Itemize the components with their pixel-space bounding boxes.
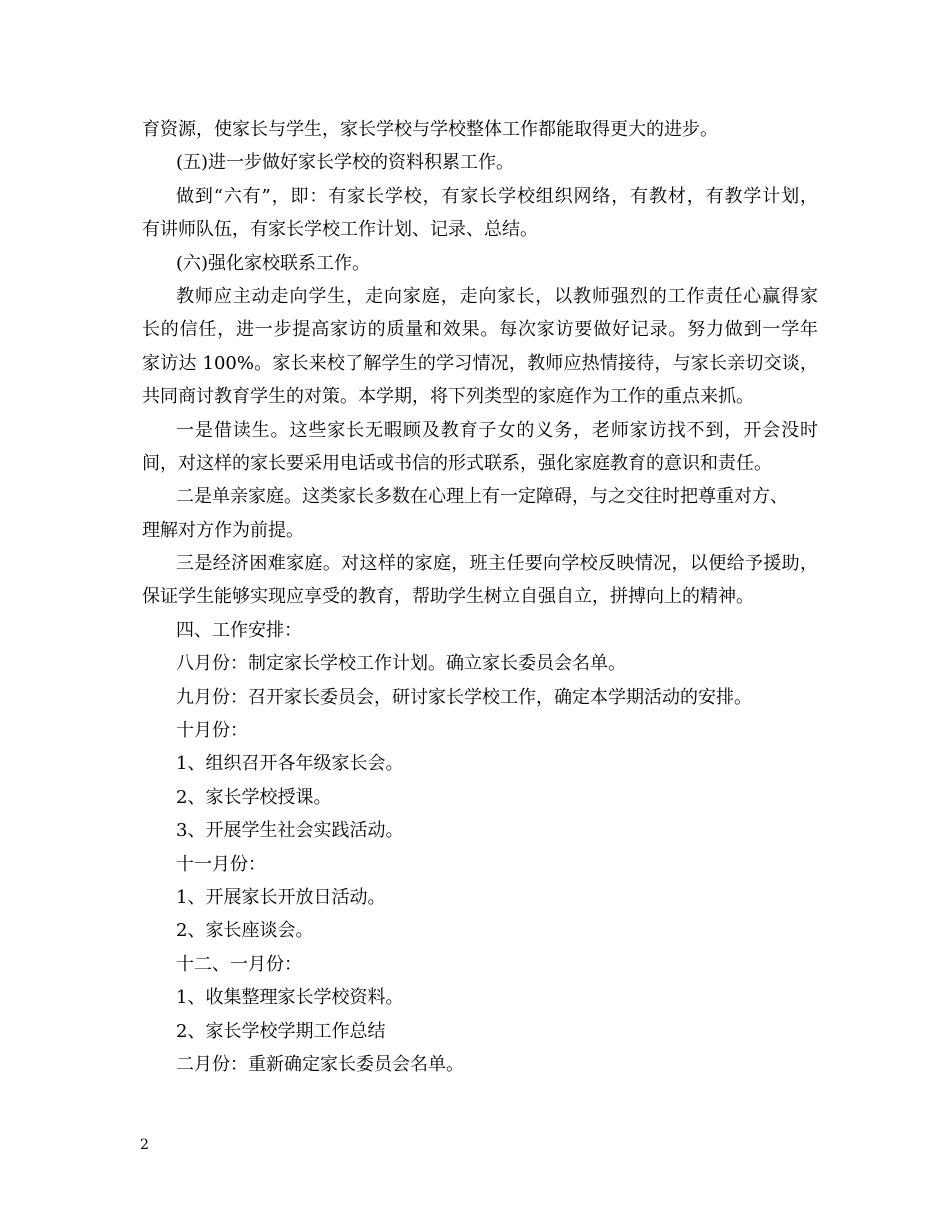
paragraph-line: 一是借读生。这些家长无暇顾及教育子女的义务，老师家访找不到，开会没时 (176, 419, 818, 441)
paragraph-line: 长的信任，进一步提高家访的质量和效果。每次家访要做好记录。努力做到一学年 (142, 319, 818, 341)
section-heading: 四、工作安排： (176, 619, 302, 641)
schedule-item: 2、家长座谈会。 (176, 920, 314, 942)
schedule-month: 十一月份： (176, 853, 266, 875)
paragraph-line: 共同商讨教育学生的对策。本学期，将下列类型的家庭作为工作的重点来抓。 (142, 386, 754, 408)
schedule-month: 十月份： (176, 720, 248, 742)
section-heading: (五)进一步做好家长学校的资料积累工作。 (176, 152, 515, 174)
schedule-item: 2、家长学校授课。 (176, 786, 332, 808)
document-body (142, 113, 818, 1081)
page-number: 2 (140, 1137, 149, 1153)
paragraph-line: 间，对这样的家长要采用电话或书信的形式联系，强化家庭教育的意识和责任。 (142, 452, 772, 474)
paragraph-line: 有讲师队伍，有家长学校工作计划、记录、总结。 (142, 219, 538, 241)
schedule-item: 1、组织召开各年级家长会。 (176, 753, 404, 775)
schedule-item: 二月份：重新确定家长委员会名单。 (176, 1053, 464, 1075)
paragraph-line: 二是单亲家庭。这类家长多数在心理上有一定障碍，与之交往时把尊重对方、 (176, 486, 788, 508)
paragraph-line: 理解对方作为前提。 (142, 519, 304, 541)
schedule-month: 十二、一月份： (176, 953, 302, 975)
schedule-item: 八月份：制定家长学校工作计划。确立家长委员会名单。 (176, 653, 626, 675)
schedule-item: 九月份：召开家长委员会，研讨家长学校工作，确定本学期活动的安排。 (176, 686, 752, 708)
schedule-item: 1、收集整理家长学校资料。 (176, 987, 404, 1009)
paragraph-line: 教师应主动走向学生，走向家庭，走向家长，以教师强烈的工作责任心赢得家 (176, 285, 818, 307)
paragraph-line: 三是经济困难家庭。对这样的家庭，班主任要向学校反映情况，以便给予援助， (176, 553, 818, 575)
section-heading: (六)强化家校联系工作。 (176, 252, 371, 274)
paragraph-line: 做到“六有”，即：有家长学校，有家长学校组织网络，有教材，有教学计划， (176, 185, 818, 207)
paragraph-line: 育资源，使家长与学生，家长学校与学校整体工作都能取得更大的进步。 (142, 119, 718, 140)
schedule-item: 3、开展学生社会实践活动。 (176, 820, 404, 842)
paragraph-line: 家访达 100%。家长来校了解学生的学习情况，教师应热情接待，与家长亲切交谈， (142, 352, 818, 374)
paragraph-line: 保证学生能够实现应享受的教育，帮助学生树立自强自立，拼搏向上的精神。 (142, 586, 754, 608)
schedule-item: 1、开展家长开放日活动。 (176, 886, 386, 908)
schedule-item: 2、家长学校学期工作总结 (176, 1020, 386, 1042)
